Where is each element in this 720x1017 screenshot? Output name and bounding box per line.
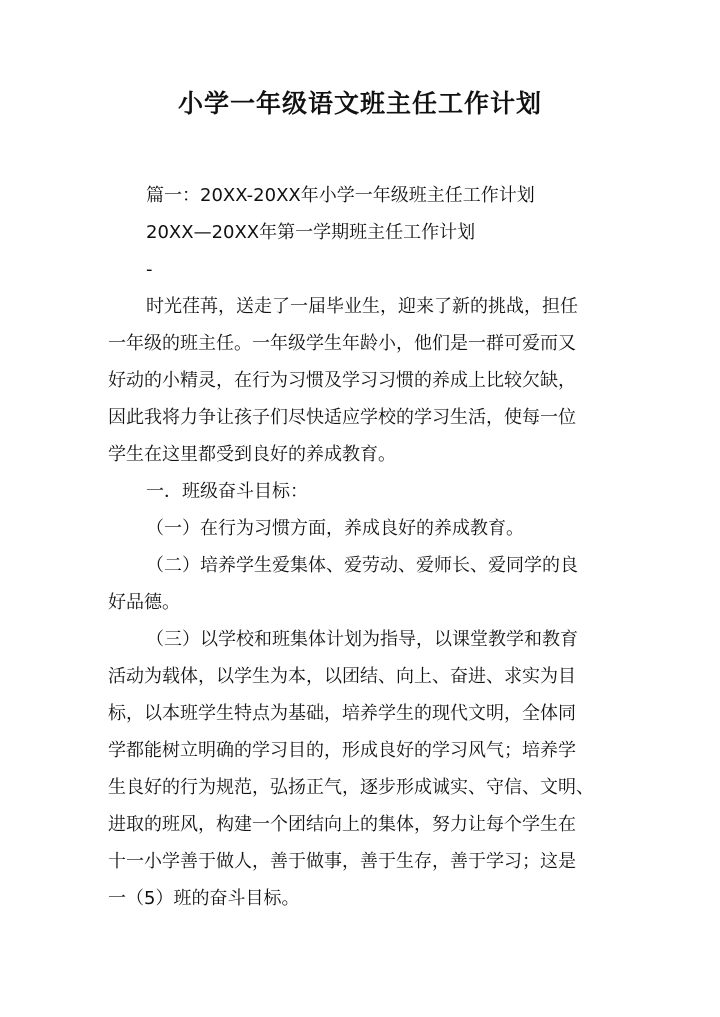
text-line: 一（5）班的奋斗目标。 [108,888,300,909]
text-line: 生良好的行为规范，弘扬正气，逐步形成诚实、守信、文明、 [108,777,594,798]
section-heading: 一．班级奋斗目标： [146,481,308,502]
text-line: 好品德。 [108,592,180,613]
list-item-1: （一）在行为习惯方面，养成良好的养成教育。 [146,518,524,539]
text-line: 活动为载体，以学生为本，以团结、向上、奋进、求实为目 [108,666,576,687]
document-body [108,177,618,917]
text-line: 因此我将力争让孩子们尽快适应学校的学习生活，使每一位 [108,407,576,428]
list-item-3: （三）以学校和班集体计划为指导，以课堂教学和教育 [146,629,578,650]
text-line: 进取的班风，构建一个团结向上的集体，努力让每个学生在 [108,814,576,835]
text-line: 好动的小精灵，在行为习惯及学习习惯的养成上比较欠缺， [108,370,576,391]
text-line: 一年级的班主任。一年级学生年龄小，他们是一群可爱而又 [108,333,576,354]
text-line: 20XX—20XX年第一学期班主任工作计划 [146,222,476,243]
paragraph-first-line: 时光荏苒，送走了一届毕业生，迎来了新的挑战，担任 [146,296,578,317]
text-line: 十一小学善于做人，善于做事，善于生存，善于学习；这是 [108,851,576,872]
document-title: 小学一年级语文班主任工作计划 [177,89,542,118]
text-line: - [146,259,153,280]
text-line: 学都能树立明确的学习目的，形成良好的学习风气；培养学 [108,740,576,761]
list-item-2: （二）培养学生爱集体、爱劳动、爱师长、爱同学的良 [146,555,578,576]
text-line: 标，以本班学生特点为基础，培养学生的现代文明，全体同 [108,703,576,724]
text-line: 篇一：20XX-20XX年小学一年级班主任工作计划 [146,185,535,206]
text-line: 学生在这里都受到良好的养成教育。 [108,444,396,465]
